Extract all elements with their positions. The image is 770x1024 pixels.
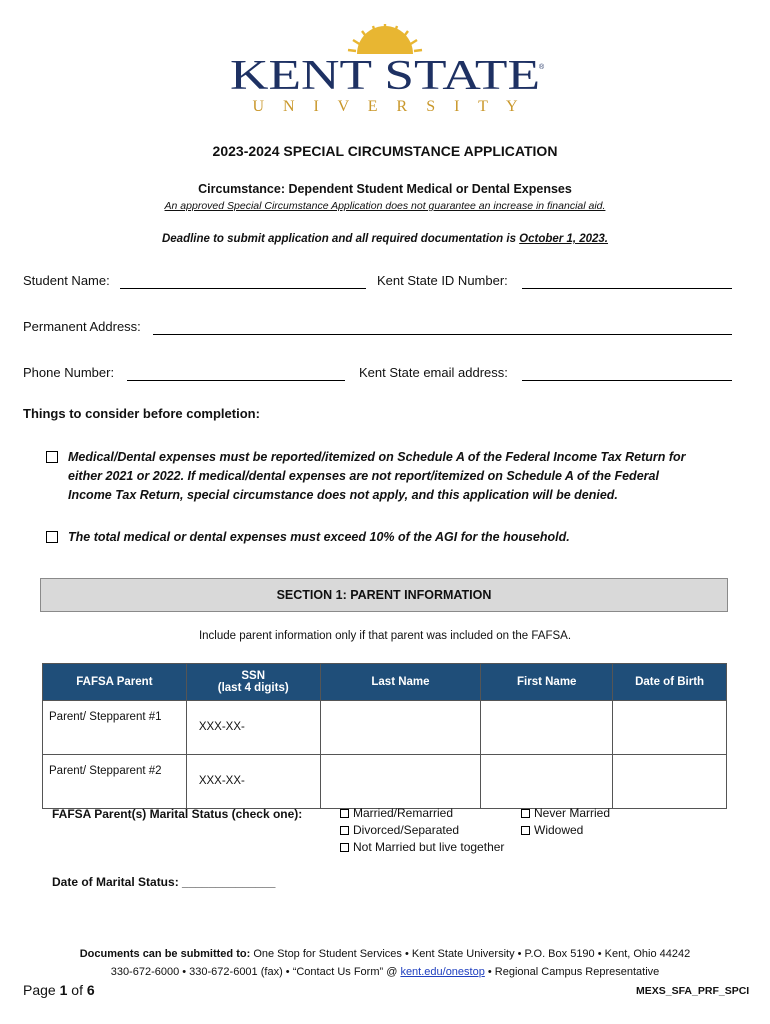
col-ssn-line-1: SSN — [241, 670, 266, 682]
page-of: of — [67, 982, 87, 998]
deadline-date: October 1, 2023. — [519, 233, 609, 245]
section-1-header: SECTION 1: PARENT INFORMATION — [40, 578, 728, 612]
kent-id-field[interactable] — [522, 288, 732, 289]
things-heading: Things to consider before completion: — [23, 406, 260, 421]
footer-phone: 330-672-6000 • 330-672-6001 (fax) • “Contact Us Form” @ — [110, 966, 401, 978]
registered-mark: ® — [539, 64, 545, 71]
consider-checkbox-1[interactable] — [46, 451, 58, 463]
sun-icon — [348, 24, 422, 54]
consider-item-1-line-3: Income Tax Return, special circumstance does not apply, and this application will be denied. — [68, 488, 618, 502]
kent-state-logo — [225, 22, 545, 114]
checkbox-icon — [521, 809, 530, 818]
ssn-cell[interactable]: XXX-XX- — [186, 755, 320, 809]
page-current: 1 — [59, 982, 68, 998]
option-label: Widowed — [534, 823, 584, 837]
logo-wordmark: KENT STATE — [230, 53, 540, 99]
col-ssn — [186, 664, 320, 701]
checkbox-icon — [521, 826, 530, 835]
consider-item-1-line-2: either 2021 or 2022. If medical/dental expenses are not report/itemized on Schedule A of the Federal — [68, 469, 659, 483]
option-label: Married/Remarried — [353, 806, 454, 820]
phone-label: Phone Number: — [23, 365, 115, 380]
checkbox-icon — [340, 843, 349, 852]
option-divorced[interactable] — [340, 823, 459, 837]
col-date-of-birth: Date of Birth — [613, 664, 727, 701]
checkbox-icon — [340, 826, 349, 835]
checkbox-icon — [340, 809, 349, 818]
first-name-cell[interactable] — [481, 755, 613, 809]
col-first-name: First Name — [481, 664, 613, 701]
table-row — [43, 701, 727, 755]
address-label: Permanent Address: — [23, 319, 141, 334]
consider-item-1 — [68, 448, 686, 505]
page-prefix: Page — [23, 982, 60, 998]
option-label: Not Married but live together — [353, 840, 505, 854]
disclaimer: An approved Special Circumstance Application does not guarantee an increase in financial aid. — [164, 200, 606, 212]
last-name-cell[interactable] — [320, 755, 481, 809]
address-field[interactable] — [153, 334, 732, 335]
option-widowed[interactable] — [521, 823, 583, 837]
page-title: 2023-2024 SPECIAL CIRCUMSTANCE APPLICATION — [212, 143, 558, 159]
student-name-field[interactable] — [120, 288, 366, 289]
row-label: Parent/ Stepparent #2 — [43, 755, 187, 809]
marital-status-label: FAFSA Parent(s) Marital Status (check one): — [52, 807, 303, 821]
consider-item-2: The total medical or dental expenses must exceed 10% of the AGI for the household. — [68, 530, 570, 544]
email-label: Kent State email address: — [359, 365, 508, 380]
consider-checkbox-2[interactable] — [46, 531, 58, 543]
ssn-cell[interactable]: XXX-XX- — [186, 701, 320, 755]
email-field[interactable] — [522, 380, 732, 381]
page-total: 6 — [86, 982, 95, 998]
option-never-married[interactable] — [521, 806, 610, 820]
page-number — [23, 982, 95, 998]
footer-regional: • Regional Campus Representative — [484, 966, 660, 978]
table-header-row — [43, 664, 727, 701]
col-ssn-line-2: (last 4 digits) — [217, 682, 289, 694]
col-last-name: Last Name — [320, 664, 481, 701]
dob-cell[interactable] — [613, 701, 727, 755]
onestop-link[interactable]: kent.edu/onestop — [400, 966, 485, 978]
dob-cell[interactable] — [613, 755, 727, 809]
circumstance-heading: Circumstance: Dependent Student Medical or Dental Expenses — [198, 182, 572, 196]
logo-university: U N I V E R S I T Y — [252, 98, 518, 114]
student-name-label: Student Name: — [23, 273, 110, 288]
option-label: Divorced/Separated — [353, 823, 460, 837]
footer-bold: Documents can be submitted to: — [79, 948, 251, 960]
deadline-notice — [0, 233, 770, 245]
footer-address: One Stop for Student Services • Kent State University • P.O. Box 5190 • Kent, Ohio 44242 — [250, 948, 691, 960]
phone-field[interactable] — [127, 380, 345, 381]
option-not-married-together[interactable] — [340, 840, 504, 854]
consider-item-1-line-1: Medical/Dental expenses must be reported/itemized on Schedule A of the Federal Income Tax Return for — [68, 450, 686, 464]
last-name-cell[interactable] — [320, 701, 481, 755]
row-label: Parent/ Stepparent #1 — [43, 701, 187, 755]
first-name-cell[interactable] — [481, 701, 613, 755]
option-label: Never Married — [534, 806, 611, 820]
table-row — [43, 755, 727, 809]
col-fafsa-parent: FAFSA Parent — [43, 664, 187, 701]
kent-id-label: Kent State ID Number: — [377, 273, 508, 288]
include-note: Include parent information only if that parent was included on the FAFSA. — [198, 630, 572, 642]
form-code: MEXS_SFA_PRF_SPCI — [636, 985, 750, 997]
date-of-marital-status: Date of Marital Status: ______________ — [52, 875, 276, 889]
parent-info-table — [42, 663, 727, 809]
footer-contact-line — [0, 966, 770, 978]
footer-submit-line — [0, 948, 770, 960]
deadline-text: Deadline to submit application and all required documentation is — [161, 233, 520, 245]
option-married[interactable] — [340, 806, 453, 820]
